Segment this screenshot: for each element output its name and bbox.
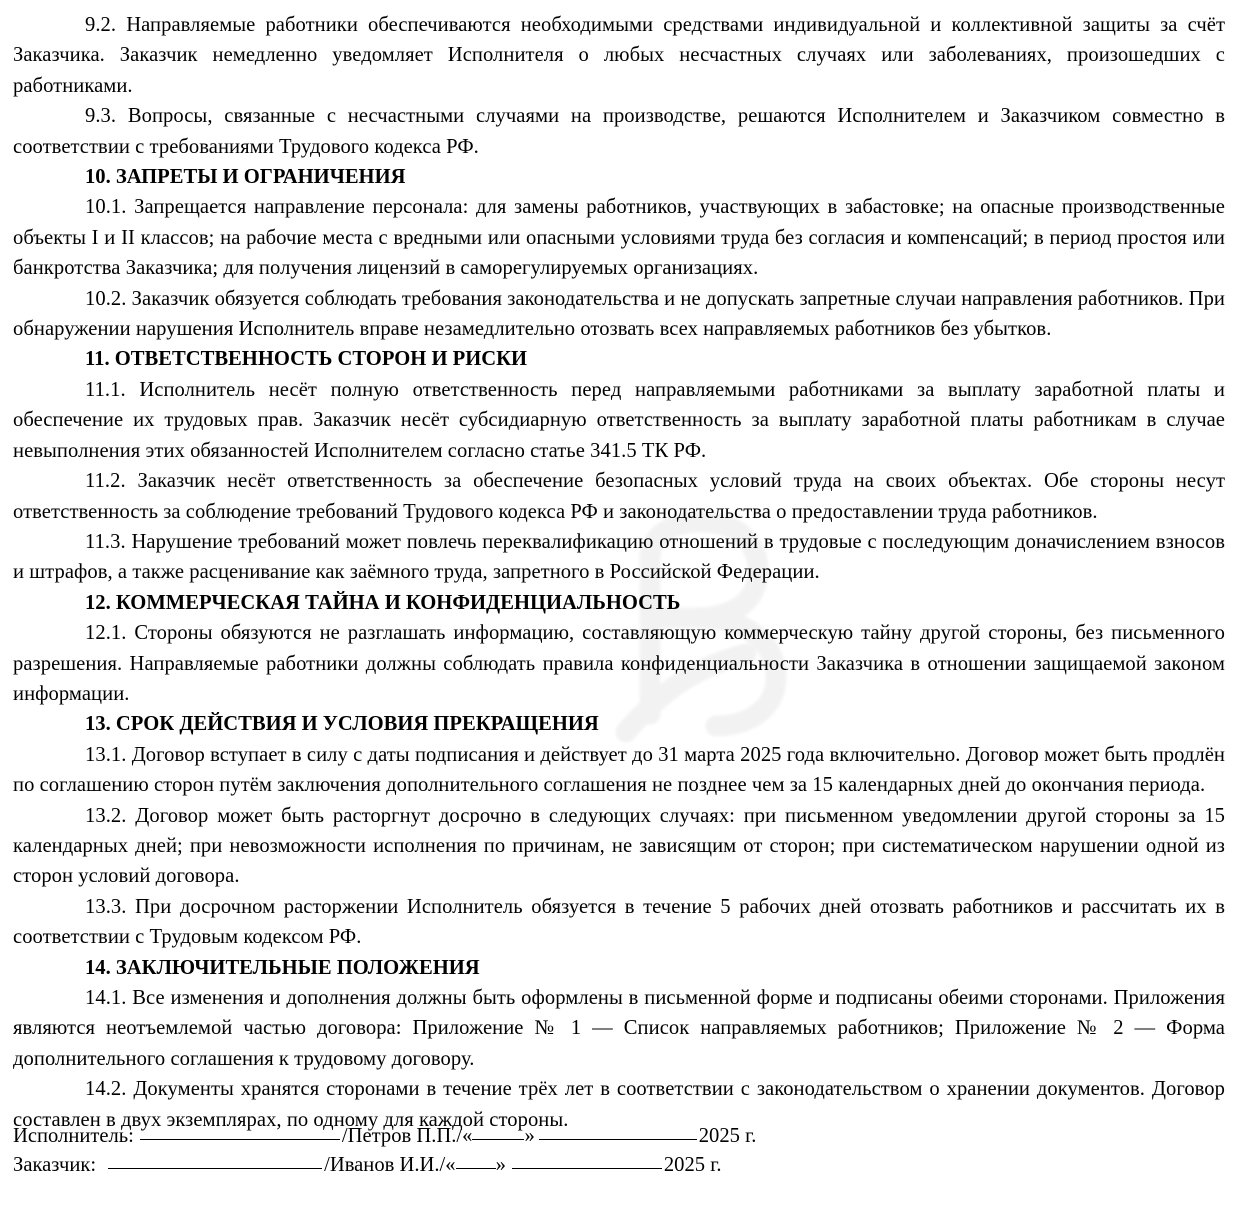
executor-label: Исполнитель: bbox=[13, 1125, 134, 1147]
heading-section-13: 13. СРОК ДЕЙСТВИЯ И УСЛОВИЯ ПРЕКРАЩЕНИЯ bbox=[85, 713, 599, 736]
paragraph-12-1: 12.1. Стороны обязуются не разглашать информацию, составляющую коммерческую тайну другой стороны, без письменного разрешения. Направляемые работники должны соблюдать правила конфиденциальности Заказчика в отношении защищаемой законом информации. bbox=[13, 622, 1225, 705]
customer-signature-line[interactable] bbox=[108, 1168, 322, 1169]
executor-quote-open: « bbox=[462, 1125, 473, 1147]
heading-section-14: 14. ЗАКЛЮЧИТЕЛЬНЫЕ ПОЛОЖЕНИЯ bbox=[85, 956, 480, 979]
paragraph-10-1: 10.1. Запрещается направление персонала: для замены работников, участвующих в забастовке; на опасные производственные объекты I и II классов; на рабочие места с вредными или опасными условиями труда без согласия и компенсаций; в период простоя или банкротства Заказчика; для получения лицензий в саморегулируемых организациях. bbox=[13, 196, 1225, 280]
signature-block bbox=[13, 1122, 1225, 1180]
paragraph-14-1: 14.1. Все изменения и дополнения должны быть оформлены в письменной форме и подписаны обеими сторонами. Приложения являются неотъемлемой частью договора: Приложение № 1 — Список направляемых работников; Приложение № 2 — Форма дополнительного соглашения к трудовому договору. bbox=[13, 987, 1225, 1070]
paragraph-13-3: 13.3. При досрочном расторжении Исполнитель обязуется в течение 5 рабочих дней отозвать работников и рассчитать их в соответствии с Трудовым кодексом РФ. bbox=[13, 895, 1225, 949]
paragraph-11-2: 11.2. Заказчик несёт ответственность за обеспечение безопасных условий труда на своих объектах. Обе стороны несут ответственность за соблюдение требований Трудового кодекса РФ и законодательства о предоставлении труда работников. bbox=[13, 470, 1225, 523]
paragraph-10-2: 10.2. Заказчик обязуется соблюдать требования законодательства и не допускать запретные случаи направления работников. При обнаружении нарушения Исполнитель вправе незамедлительно отозвать всех направляемых работников без убытков. bbox=[13, 287, 1225, 341]
heading-section-10: 10. ЗАПРЕТЫ И ОГРАНИЧЕНИЯ bbox=[85, 166, 406, 189]
customer-month-line[interactable] bbox=[512, 1168, 662, 1169]
executor-month-line[interactable] bbox=[539, 1139, 697, 1140]
customer-day-line[interactable] bbox=[456, 1168, 496, 1169]
executor-day-line[interactable] bbox=[472, 1139, 524, 1140]
paragraph-9-2: 9.2. Направляемые работники обеспечиваются необходимыми средствами индивидуальной и коллективной защиты за счёт Заказчика. Заказчик немедленно уведомляет Исполнителя о любых несчастных случаях или заболеваниях, произошедших с работниками. bbox=[13, 14, 1225, 97]
paragraph-13-2: 13.2. Договор может быть расторгнут досрочно в следующих случаях: при письменном уведомлении другой стороны за 15 календарных дней; при невозможности исполнения по причинам, не зависящим от сторон; при систематическом нарушении одной из сторон условий договора. bbox=[13, 804, 1225, 888]
paragraph-9-3: 9.3. Вопросы, связанные с несчастными случаями на производстве, решаются Исполнителем и Заказчиком совместно в соответствии с требованиями Трудового кодекса РФ. bbox=[13, 105, 1225, 158]
customer-quote-close: » bbox=[495, 1154, 506, 1176]
customer-year: 2025 г. bbox=[663, 1154, 722, 1176]
signature-row-customer bbox=[13, 1151, 1225, 1180]
executor-year: 2025 г. bbox=[698, 1125, 757, 1147]
heading-section-11: 11. ОТВЕТСТВЕННОСТЬ СТОРОН И РИСКИ bbox=[85, 348, 528, 371]
executor-quote-close: » bbox=[524, 1125, 535, 1147]
executor-signature-line[interactable] bbox=[140, 1139, 340, 1140]
customer-label: Заказчик: bbox=[13, 1154, 97, 1176]
heading-section-12: 12. КОММЕРЧЕСКАЯ ТАЙНА И КОНФИДЕНЦИАЛЬНОСТЬ bbox=[85, 591, 681, 614]
paragraph-14-2: 14.2. Документы хранятся сторонами в течение трёх лет в соответствии с законодательством о хранении документов. Договор составлен в двух экземплярах, по одному для каждой стороны. bbox=[13, 1078, 1225, 1131]
signature-row-executor bbox=[13, 1122, 1225, 1151]
customer-quote-open: « bbox=[445, 1154, 456, 1176]
paragraph-11-1: 11.1. Исполнитель несёт полную ответственность перед направляемыми работниками за выплату заработной платы и обеспечение их трудовых прав. Заказчик несёт субсидиарную ответственность за выплату заработной платы работникам в случае невыполнения этих обязанностей Исполнителем согласно статье 341.5 ТК РФ. bbox=[13, 378, 1225, 462]
paragraph-13-1: 13.1. Договор вступает в силу с даты подписания и действует до 31 марта 2025 года включительно. Договор может быть продлён по соглашению сторон путём заключения дополнительного соглашения не позднее чем за 15 календарных дней до окончания периода. bbox=[13, 743, 1225, 797]
customer-name: /Иванов И.И./ bbox=[324, 1154, 446, 1176]
paragraph-11-3: 11.3. Нарушение требований может повлечь переквалификацию отношений в трудовые с последующим доначислением взносов и штрафов, а также расценивание как заёмного труда, запретного в Российской Федерации. bbox=[13, 530, 1225, 584]
executor-name: /Петров П.П./ bbox=[341, 1125, 463, 1147]
